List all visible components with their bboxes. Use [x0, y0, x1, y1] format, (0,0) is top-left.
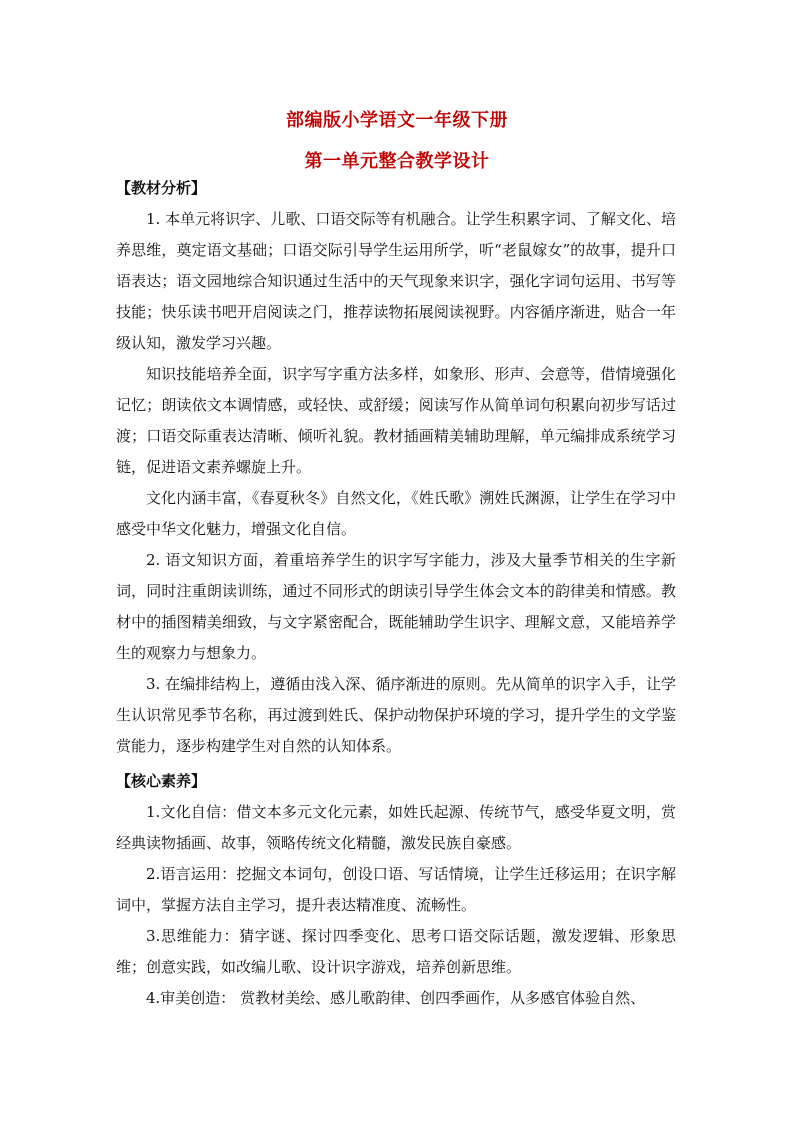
- section-heading-core-literacy: 【核心素养】: [116, 772, 207, 790]
- paragraph: 知识技能培养全面，识字写字重方法多样，如象形、形声、会意等，借情境强化记忆；朗读依文本调情感，或轻快、或舒缓；阅读写作从简单词句积累向初步写话过渡；口语交际重表达清晰、倾听礼貌。教材插画精美辅助理解，单元编排成系统学习链，促进语文素养螺旋上升。: [116, 365, 676, 476]
- document-subtitle: 第一单元整合教学设计: [304, 151, 490, 172]
- paragraph: 2.语言运用：挖掘文本词句，创设口语、写话情境，让学生迁移运用；在识字解词中，掌握方法自主学习，提升表达精准度、流畅性。: [116, 865, 676, 914]
- paragraph: 文化内涵丰富，《春夏秋冬》自然文化，《姓氏歌》溯姓氏渊源，让学生在学习中感受中华文化魅力，增强文化自信。: [116, 489, 676, 538]
- paragraph: 4.审美创造： 赏教材美绘、感儿歌韵律、创四季画作，从多感官体验自然、: [146, 989, 646, 1007]
- section-body-textbook-analysis: [116, 204, 676, 762]
- paragraph: 3.思维能力：猜字谜、探讨四季变化、思考口语交际话题，激发逻辑、形象思维；创意实践，如改编儿歌、设计识字游戏，培养创新思维。: [116, 927, 676, 976]
- paragraph: 1. 本单元将识字、儿歌、口语交际等有机融合。让学生积累字词、了解文化、培养思维，奠定语文基础；口语交际引导学生运用所学，听“老鼠嫁女”的故事，提升口语表达；语文园地综合知识通过生活中的天气现象来识字，强化字词句运用、书写等技能；快乐读书吧开启阅读之门，推荐读物拓展阅读视野。内容循序渐进，贴合一年级认知，激发学习兴趣。: [116, 210, 676, 352]
- paragraph: 2. 语文知识方面，着重培养学生的识字写字能力，涉及大量季节相关的生字新词，同时注重朗读训练，通过不同形式的朗读引导学生体会文本的韵律美和情感。教材中的插图精美细致，与文字紧密配合，既能辅助学生识字、理解文意，又能培养学生的观察力与想象力。: [116, 551, 676, 662]
- paragraph: 3. 在编排结构上，遵循由浅入深、循序渐进的原则。先从简单的识字入手，让学生认识常见季节名称，再过渡到姓氏、保护动物保护环境的学习，提升学生的文学鉴赏能力，逐步构建学生对自然的认知体系。: [116, 675, 676, 755]
- section-body-core-literacy: [116, 797, 676, 1014]
- paragraph: 1.文化自信：借文本多元文化元素，如姓氏起源、传统节气，感受华夏文明，赏经典读物插画、故事，领略传统文化精髓，激发民族自豪感。: [116, 803, 676, 852]
- document-title: 部编版小学语文一年级下册: [286, 110, 508, 131]
- section-heading-textbook-analysis: 【教材分析】: [116, 179, 207, 197]
